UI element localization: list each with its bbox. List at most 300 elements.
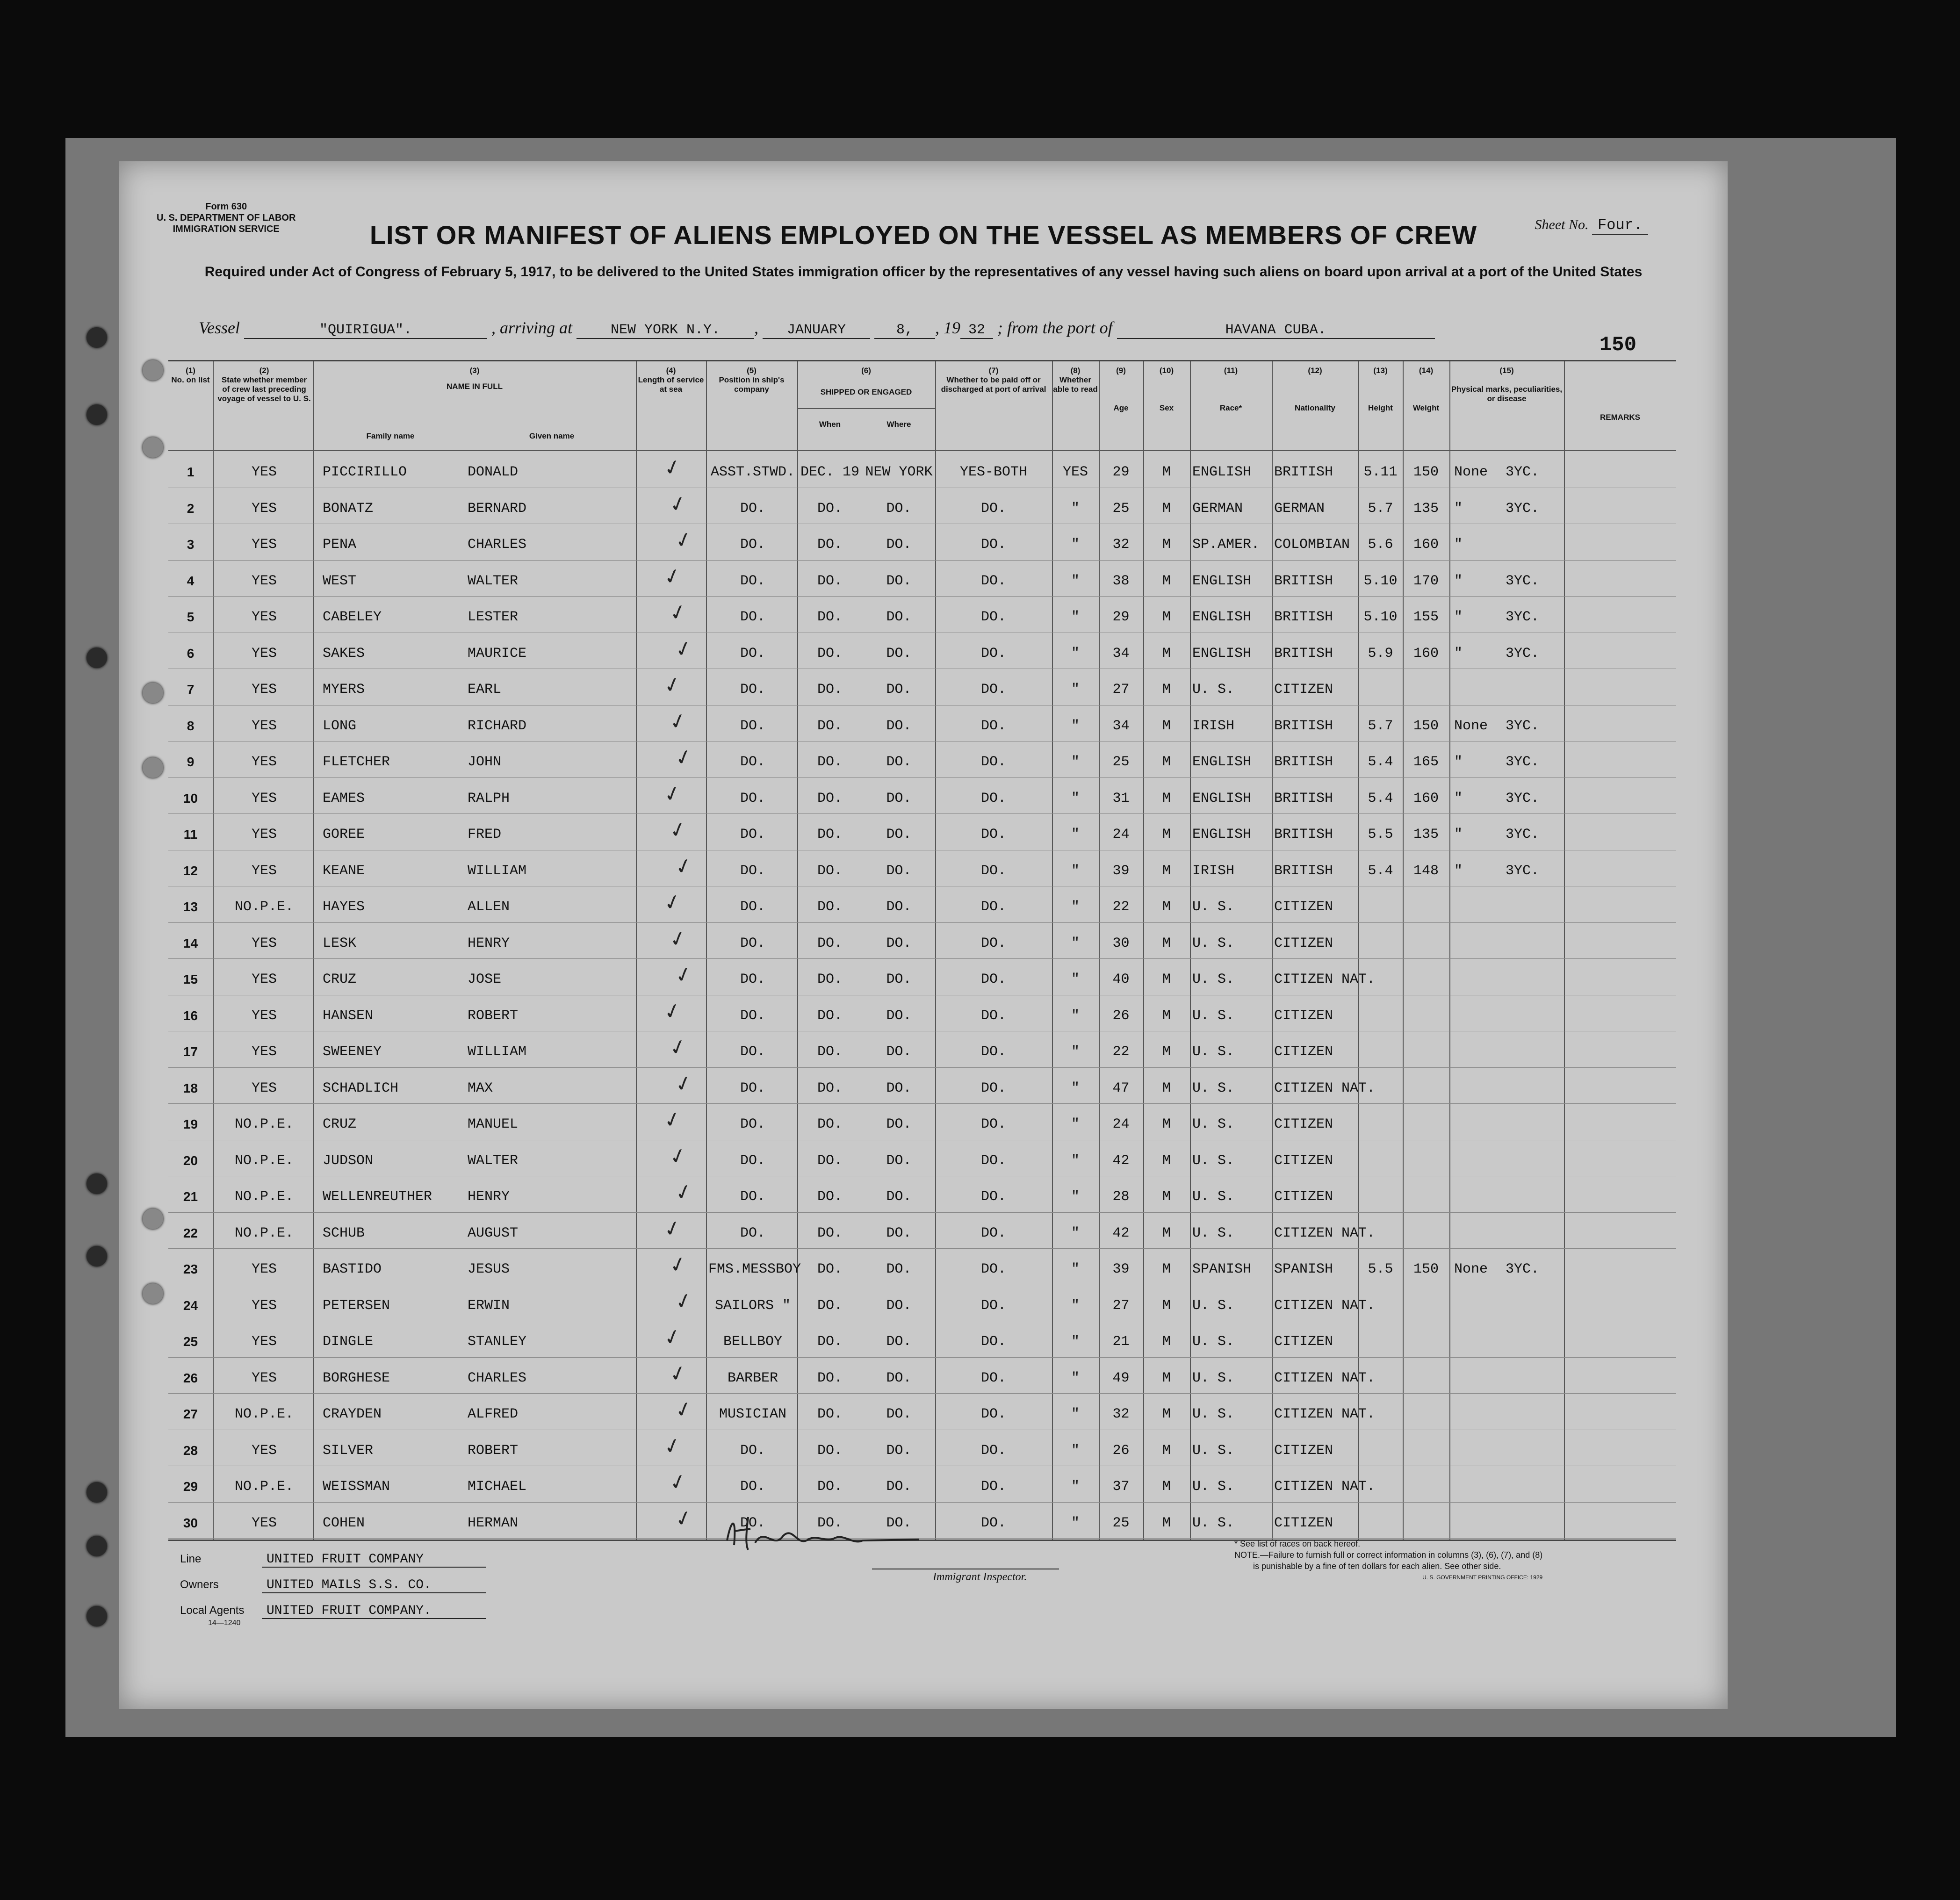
cell-given: MANUEL — [468, 1116, 519, 1132]
cell-age: 24 — [1112, 1116, 1130, 1132]
cell-when: DO. — [817, 500, 843, 517]
cell-given: LESTER — [468, 609, 519, 625]
cell-where: DO. — [886, 899, 912, 915]
arrival-month: JANUARY — [763, 322, 870, 339]
cell-given: ERWIN — [468, 1297, 510, 1314]
cell-read: " — [1071, 1370, 1080, 1386]
cell-no: 26 — [183, 1370, 198, 1385]
manifest-sheet — [119, 161, 1728, 1709]
cell-prev: YES — [251, 573, 277, 589]
cell-position: DO. — [740, 609, 765, 625]
cell-sex: M — [1162, 754, 1171, 770]
cell-sex: M — [1162, 827, 1171, 842]
cell-race: ENGLISH — [1192, 609, 1252, 625]
footer-agents — [180, 1604, 486, 1619]
col-header: Position in ship's company — [719, 375, 785, 394]
checkmark-icon: ✓ — [672, 1287, 695, 1315]
checkmark-icon: ✓ — [667, 1251, 690, 1279]
cell-race: U. S. — [1192, 1370, 1235, 1386]
cell-family: DINGLE — [323, 1334, 374, 1350]
cell-paid: DO. — [980, 1297, 1006, 1314]
checkmark-icon: ✓ — [661, 562, 684, 590]
cell-prev: NO.P.E. — [234, 1116, 294, 1132]
cell-sex: M — [1162, 500, 1171, 517]
cell-race: U. S. — [1192, 1044, 1235, 1060]
cell-age: 34 — [1112, 645, 1130, 662]
arriving-label: , arriving at — [491, 318, 572, 337]
cell-race: U. S. — [1192, 1515, 1235, 1531]
cell-nat: CITIZEN NAT. — [1274, 1080, 1376, 1096]
cell-sex: M — [1162, 899, 1171, 915]
cell-age: 42 — [1112, 1152, 1130, 1169]
cell-position: DO. — [740, 1515, 765, 1531]
cell-given: DONALD — [468, 464, 519, 480]
cell-prev: NO.P.E. — [234, 1225, 294, 1241]
col-header: NAME IN FULL — [447, 382, 503, 391]
cell-when: DO. — [817, 718, 843, 734]
col-header: Nationality — [1295, 403, 1335, 412]
cell-nat: BRITISH — [1274, 754, 1333, 770]
cell-race: ENGLISH — [1192, 464, 1252, 480]
cell-family: SCHADLICH — [323, 1080, 399, 1096]
cell-where: DO. — [886, 972, 912, 987]
col-header: Sex — [1159, 403, 1174, 412]
cell-nat: CITIZEN — [1274, 1334, 1333, 1350]
cell-marks: " — [1454, 573, 1463, 589]
cell-where: DO. — [886, 790, 912, 806]
cell-position: DO. — [740, 972, 765, 987]
cell-extra: 3YC. — [1506, 863, 1540, 879]
cell-no: 25 — [183, 1334, 198, 1349]
cell-where: DO. — [886, 1334, 912, 1350]
cell-when: DO. — [817, 1044, 843, 1060]
binder-hole — [86, 648, 107, 668]
cell-read: " — [1071, 1334, 1080, 1350]
cell-where: DO. — [886, 827, 912, 842]
cell-family: GOREE — [323, 827, 365, 842]
cell-where: DO. — [886, 1008, 912, 1024]
cell-weight: 150 — [1413, 718, 1439, 734]
cell-height: 5.11 — [1363, 464, 1398, 480]
col-number: (10) — [1159, 366, 1174, 375]
checkmark-icon: ✓ — [661, 671, 684, 699]
cell-when: DO. — [817, 863, 843, 879]
cell-prev: NO.P.E. — [234, 899, 294, 915]
cell-when: DO. — [817, 1442, 843, 1459]
service-name: IMMIGRATION SERVICE — [173, 224, 280, 234]
cell-nat: GERMAN — [1274, 500, 1325, 517]
cell-prev: YES — [251, 645, 277, 662]
col-header: Age — [1113, 403, 1129, 412]
cell-no: 15 — [183, 972, 198, 986]
cell-race: U. S. — [1192, 1406, 1235, 1422]
cell-where: DO. — [886, 754, 912, 770]
cell-where: DO. — [886, 573, 912, 589]
cell-position: DO. — [740, 1080, 765, 1096]
page-number: 150 — [1599, 333, 1636, 357]
arrival-port: NEW YORK N.Y. — [576, 322, 754, 339]
cell-race: U. S. — [1192, 1116, 1235, 1132]
cell-paid: DO. — [980, 972, 1006, 987]
cell-nat: SPANISH — [1274, 1261, 1333, 1277]
cell-height: 5.4 — [1368, 790, 1393, 806]
cell-nat: CITIZEN — [1274, 1189, 1333, 1205]
cell-prev: YES — [251, 609, 277, 625]
cell-nat: BRITISH — [1274, 609, 1333, 625]
cell-marks: " — [1454, 609, 1463, 625]
cell-family: CRAYDEN — [323, 1406, 382, 1422]
owners-value: UNITED MAILS S.S. CO. — [262, 1578, 486, 1593]
cell-nat: BRITISH — [1274, 827, 1333, 842]
cell-race: U. S. — [1192, 935, 1235, 951]
cell-where: DO. — [886, 645, 912, 662]
cell-extra: 3YC. — [1506, 645, 1540, 662]
cell-family: SWEENEY — [323, 1044, 382, 1060]
cell-age: 38 — [1112, 573, 1130, 589]
cell-extra: 3YC. — [1506, 718, 1540, 734]
cell-nat: CITIZEN NAT. — [1274, 1297, 1376, 1314]
cell-when: DO. — [817, 827, 843, 842]
binder-hole — [143, 437, 163, 458]
cell-family: SAKES — [323, 645, 365, 662]
col-header: No. on list — [171, 375, 210, 384]
cell-when: DO. — [817, 754, 843, 770]
cell-where: DO. — [886, 1116, 912, 1132]
cell-position: SAILORS " — [714, 1297, 791, 1314]
cell-age: 29 — [1112, 464, 1130, 480]
cell-extra: 3YC. — [1506, 464, 1540, 480]
cell-extra: 3YC. — [1506, 1261, 1540, 1277]
cell-prev: YES — [251, 1297, 277, 1314]
cell-paid: YES-BOTH — [959, 464, 1028, 480]
col-number: (5) — [747, 366, 757, 375]
cell-race: ENGLISH — [1192, 645, 1252, 662]
cell-prev: YES — [251, 682, 277, 698]
cell-read: " — [1071, 1116, 1080, 1132]
cell-position: DO. — [740, 935, 765, 951]
cell-paid: DO. — [980, 1225, 1006, 1241]
checkmark-icon: ✓ — [667, 490, 690, 518]
cell-family: MYERS — [323, 682, 365, 698]
cell-where: DO. — [886, 1442, 912, 1459]
col-header: Race* — [1219, 403, 1242, 412]
cell-sex: M — [1162, 1080, 1171, 1096]
cell-when: DO. — [817, 1297, 843, 1314]
cell-given: ALLEN — [468, 899, 510, 915]
cell-race: GERMAN — [1192, 500, 1243, 517]
cell-paid: DO. — [980, 1152, 1006, 1169]
col-header: REMARKS — [1600, 413, 1640, 422]
cell-age: 42 — [1112, 1225, 1130, 1241]
binder-hole — [143, 360, 163, 381]
cell-paid: DO. — [980, 1261, 1006, 1277]
cell-read: " — [1071, 1008, 1080, 1024]
cell-position: DO. — [740, 573, 765, 589]
cell-paid: DO. — [980, 899, 1006, 915]
cell-when: DO. — [817, 1479, 843, 1495]
cell-read: " — [1071, 863, 1080, 879]
cell-family: PETERSEN — [323, 1297, 390, 1314]
cell-paid: DO. — [980, 863, 1006, 879]
footer-owners — [180, 1578, 486, 1593]
cell-marks: " — [1454, 863, 1463, 879]
cell-position: BELLBOY — [723, 1334, 783, 1350]
cell-sex: M — [1162, 1515, 1171, 1531]
cell-no: 9 — [187, 755, 195, 769]
cell-no: 1 — [187, 465, 195, 479]
cell-age: 39 — [1112, 863, 1130, 879]
cell-read: " — [1071, 682, 1080, 698]
binder-hole — [86, 1482, 107, 1503]
col-number: (1) — [186, 366, 195, 375]
cell-given: RICHARD — [468, 718, 527, 734]
cell-family: PENA — [323, 537, 357, 553]
binder-hole — [86, 327, 107, 348]
cell-position: DO. — [740, 1479, 765, 1495]
cell-no: 8 — [187, 718, 195, 733]
cell-position: DO. — [740, 1225, 765, 1241]
cell-race: U. S. — [1192, 1442, 1235, 1459]
col-number: (7) — [988, 366, 999, 375]
cell-extra: 3YC. — [1506, 790, 1540, 806]
cell-family: EAMES — [323, 790, 365, 806]
cell-position: DO. — [740, 790, 765, 806]
cell-when: DO. — [817, 573, 843, 589]
cell-age: 26 — [1112, 1008, 1130, 1024]
cell-race: ENGLISH — [1192, 790, 1252, 806]
cell-prev: YES — [251, 1261, 277, 1277]
cell-sex: M — [1162, 609, 1171, 625]
cell-sex: M — [1162, 718, 1171, 734]
cell-no: 17 — [183, 1044, 198, 1059]
cell-sex: M — [1162, 1334, 1171, 1350]
col-header: Height — [1368, 403, 1393, 412]
page-subtitle: Required under Act of Congress of February 5, 1917, to be delivered to the United States immigration officer by the representatives of any vessel having such aliens on board upon arrival at a port of the United States — [204, 264, 1643, 280]
cell-read: " — [1071, 645, 1080, 662]
col-header: Given name — [529, 432, 575, 440]
col-number: (11) — [1224, 366, 1238, 375]
cell-read: " — [1071, 609, 1080, 625]
checkmark-icon: ✓ — [672, 1504, 695, 1533]
cell-prev: NO.P.E. — [234, 1479, 294, 1495]
checkmark-icon: ✓ — [661, 454, 684, 482]
cell-nat: CITIZEN NAT. — [1274, 1479, 1376, 1495]
checkmark-icon: ✓ — [661, 889, 684, 916]
cell-no: 18 — [183, 1080, 198, 1095]
cell-where: DO. — [886, 863, 912, 879]
cell-position: DO. — [740, 718, 765, 734]
cell-paid: DO. — [980, 500, 1006, 517]
cell-height: 5.5 — [1368, 1261, 1393, 1277]
cell-height: 5.7 — [1368, 500, 1393, 517]
cell-when: DO. — [817, 972, 843, 987]
cell-paid: DO. — [980, 1008, 1006, 1024]
cell-read: " — [1071, 1189, 1080, 1205]
binder-hole — [86, 1606, 107, 1627]
cell-sex: M — [1162, 464, 1171, 480]
cell-when: DO. — [817, 1406, 843, 1422]
cell-family: BASTIDO — [323, 1261, 382, 1277]
cell-no: 5 — [187, 610, 195, 624]
cell-paid: DO. — [980, 1515, 1006, 1531]
col-number: (14) — [1419, 366, 1434, 375]
cell-position: DO. — [740, 537, 765, 553]
col-number: (9) — [1116, 366, 1126, 375]
cell-sex: M — [1162, 863, 1171, 879]
cell-age: 31 — [1112, 790, 1130, 806]
cell-height: 5.4 — [1368, 754, 1393, 770]
cell-position: DO. — [740, 1044, 765, 1060]
cell-read: " — [1071, 1044, 1080, 1060]
col-number: (3) — [469, 366, 480, 375]
cell-race: U. S. — [1192, 1008, 1235, 1024]
cell-race: ENGLISH — [1192, 827, 1252, 842]
cell-given: MICHAEL — [468, 1479, 527, 1495]
cell-given: WALTER — [468, 573, 519, 589]
cell-prev: YES — [251, 863, 277, 879]
form-number: Form 630 — [205, 202, 247, 212]
footer-line — [180, 1552, 486, 1568]
cell-race: U. S. — [1192, 1152, 1235, 1169]
cell-position: FMS.MESSBOY — [708, 1261, 801, 1277]
cell-family: HAYES — [323, 899, 365, 915]
cell-extra: 3YC. — [1506, 573, 1540, 589]
cell-paid: DO. — [980, 573, 1006, 589]
cell-sex: M — [1162, 1370, 1171, 1386]
cell-marks: " — [1454, 500, 1463, 517]
cell-given: FRED — [468, 827, 502, 842]
cell-position: DO. — [740, 682, 765, 698]
cell-paid: DO. — [980, 1370, 1006, 1386]
cell-read: " — [1071, 972, 1080, 987]
cell-no: 7 — [187, 682, 195, 697]
cell-nat: CITIZEN — [1274, 1515, 1333, 1531]
cell-given: JOHN — [468, 754, 502, 770]
cell-when: DO. — [817, 1080, 843, 1096]
cell-nat: BRITISH — [1274, 863, 1333, 879]
cell-given: CHARLES — [468, 537, 527, 553]
cell-where: DO. — [886, 682, 912, 698]
cell-read: " — [1071, 537, 1080, 553]
col-header: Whether to be paid off or discharged at port of arrival — [941, 375, 1046, 394]
binder-hole — [143, 1283, 163, 1304]
agents-label: Local Agents — [180, 1604, 245, 1617]
cell-paid: DO. — [980, 754, 1006, 770]
cell-position: DO. — [740, 1116, 765, 1132]
cell-nat: CITIZEN — [1274, 682, 1333, 698]
cell-no: 24 — [183, 1298, 198, 1313]
cell-position: DO. — [740, 754, 765, 770]
cell-race: U. S. — [1192, 1189, 1235, 1205]
cell-prev: YES — [251, 1515, 277, 1531]
col-header: State whether member of crew last preceding voyage of vessel to U. S. — [217, 375, 311, 403]
cell-paid: DO. — [980, 1334, 1006, 1350]
cell-extra: 3YC. — [1506, 500, 1540, 517]
cell-prev: YES — [251, 972, 277, 987]
binder-hole — [86, 1536, 107, 1556]
cell-position: ASST.STWD. — [710, 464, 795, 480]
cell-weight: 160 — [1413, 645, 1439, 662]
binder-hole — [86, 1173, 107, 1194]
cell-read: " — [1071, 1261, 1080, 1277]
cell-read: " — [1071, 1297, 1080, 1314]
cell-position: DO. — [740, 863, 765, 879]
cell-given: WILLIAM — [468, 1044, 527, 1060]
cell-sex: M — [1162, 573, 1171, 589]
cell-when: DO. — [817, 1116, 843, 1132]
cell-race: U. S. — [1192, 1297, 1235, 1314]
cell-prev: YES — [251, 935, 277, 951]
cell-prev: YES — [251, 827, 277, 842]
vessel-label: Vessel — [199, 318, 240, 337]
cell-age: 25 — [1112, 754, 1130, 770]
cell-nat: CITIZEN NAT. — [1274, 1225, 1376, 1241]
cell-read: " — [1071, 1515, 1080, 1531]
cell-age: 27 — [1112, 1297, 1130, 1314]
cell-given: JESUS — [468, 1261, 510, 1277]
col-header: Where — [886, 420, 911, 429]
cell-prev: YES — [251, 464, 277, 480]
cell-family: CRUZ — [323, 972, 357, 987]
checkmark-icon: ✓ — [667, 599, 690, 626]
cell-paid: DO. — [980, 645, 1006, 662]
cell-where: DO. — [886, 1515, 912, 1531]
col-header: Family name — [366, 432, 415, 440]
cell-family: JUDSON — [323, 1152, 374, 1169]
cell-prev: YES — [251, 1370, 277, 1386]
cell-no: 22 — [183, 1225, 198, 1240]
cell-age: 28 — [1112, 1189, 1130, 1205]
cell-race: U. S. — [1192, 1225, 1235, 1241]
cell-height: 5.6 — [1368, 537, 1393, 553]
cell-no: 23 — [183, 1262, 198, 1276]
col-number: (8) — [1070, 366, 1081, 375]
cell-race: SPANISH — [1192, 1261, 1252, 1277]
cell-position: DO. — [740, 827, 765, 842]
cell-no: 20 — [183, 1153, 198, 1168]
cell-position: DO. — [740, 1189, 765, 1205]
cell-marks: " — [1454, 790, 1463, 806]
cell-no: 6 — [187, 646, 195, 661]
cell-nat: CITIZEN — [1274, 1008, 1333, 1024]
cell-given: HENRY — [468, 1189, 510, 1205]
cell-given: AUGUST — [468, 1225, 519, 1241]
cell-sex: M — [1162, 935, 1171, 951]
cell-where: DO. — [886, 537, 912, 553]
department-name: U. S. DEPARTMENT OF LABOR — [157, 213, 296, 223]
cell-nat: CITIZEN — [1274, 935, 1333, 951]
cell-given: MAURICE — [468, 645, 527, 662]
cell-sex: M — [1162, 1225, 1171, 1241]
cell-family: BONATZ — [323, 500, 374, 517]
checkmark-icon: ✓ — [667, 1360, 690, 1388]
crew-table — [168, 360, 1676, 1541]
col-header: SHIPPED OR ENGAGED — [820, 388, 912, 396]
cell-given: WILLIAM — [468, 863, 527, 879]
cell-where: DO. — [886, 1261, 912, 1277]
cell-sex: M — [1162, 790, 1171, 806]
checkmark-icon: ✓ — [672, 1179, 695, 1206]
cell-race: ENGLISH — [1192, 754, 1252, 770]
cell-when: DO. — [817, 609, 843, 625]
cell-no: 11 — [183, 827, 198, 842]
cell-prev: NO.P.E. — [234, 1406, 294, 1422]
cell-where: DO. — [886, 1406, 912, 1422]
cell-where: DO. — [886, 1370, 912, 1386]
checkmark-icon: ✓ — [661, 1324, 684, 1351]
cell-weight: 170 — [1413, 573, 1439, 589]
cell-weight: 135 — [1413, 827, 1439, 842]
